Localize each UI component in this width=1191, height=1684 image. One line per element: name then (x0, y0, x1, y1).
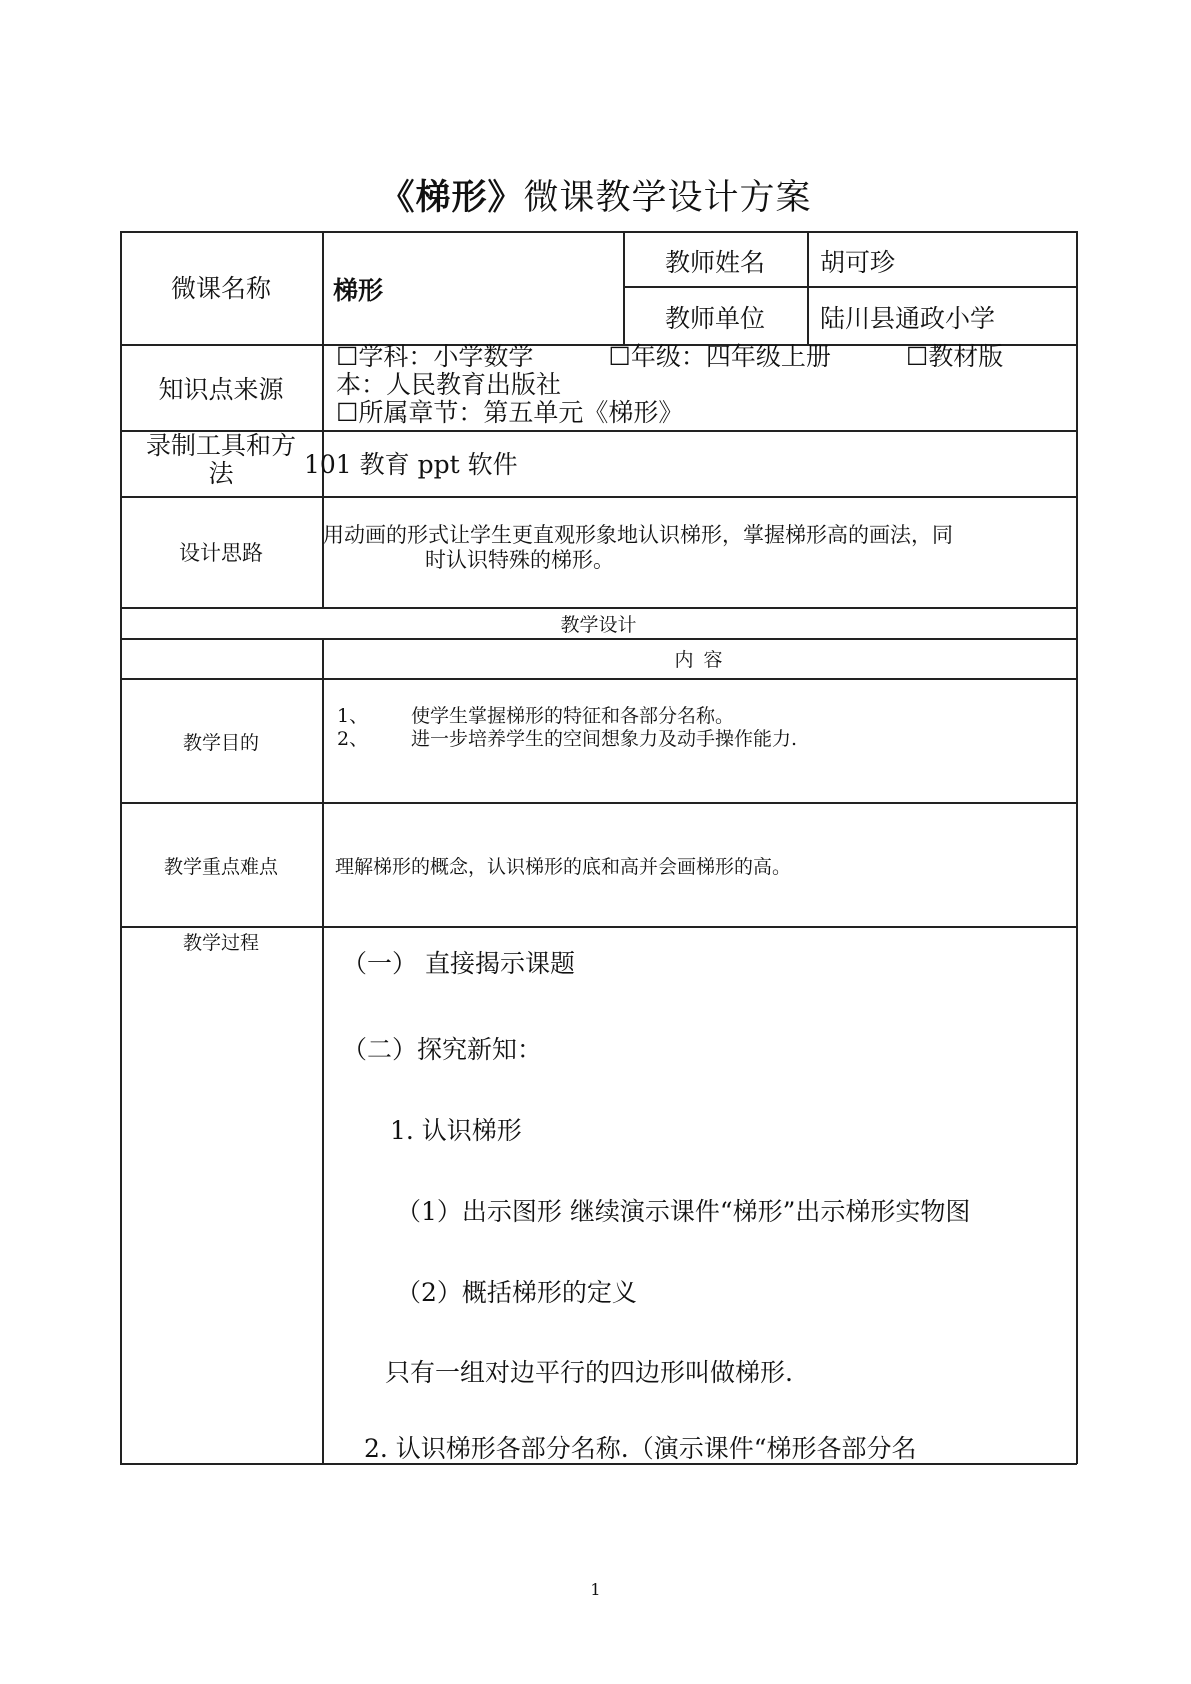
process-step-6: 只有一组对边平行的四边形叫做梯形. (385, 1358, 793, 1387)
knowledge-source-line: 本：人民教育出版社 (336, 370, 562, 399)
process-step-2: （二）探究新知： (342, 1035, 543, 1064)
table-rule (1076, 231, 1078, 1464)
knowledge-source-line: ☐学科：小学数学 ☐年级：四年级上册 ☐教材版 (336, 342, 1004, 371)
table-rule (120, 638, 1077, 640)
objective-number: 1、 (337, 705, 369, 727)
course-name-value: 梯形 (333, 276, 384, 305)
recording-tools-label-line: 录制工具和方 (145, 431, 296, 460)
design-idea-line: 用动画的形式让学生更直观形象地认识梯形，掌握梯形高的画法，同 (323, 523, 953, 547)
process-step-7: 2. 认识梯形各部分名称.（演示课件“梯形各部分名 (364, 1434, 917, 1463)
table-rule (120, 231, 1077, 233)
teaching-process-label: 教学过程 (182, 932, 259, 954)
table-rule (120, 231, 122, 1464)
teaching-objective-label: 教学目的 (182, 732, 259, 754)
recording-tools-value: 101 教育 ppt 软件 (304, 450, 518, 479)
table-rule (807, 231, 809, 344)
table-rule (120, 678, 1077, 680)
process-step-4: （1）出示图形 继续演示课件“梯形”出示梯形实物图 (396, 1197, 971, 1226)
process-step-3: 1. 认识梯形 (390, 1116, 522, 1145)
design-idea-label: 设计思路 (179, 541, 263, 565)
title-rest: 微课教学设计方案 (523, 178, 812, 218)
title-bold: 《梯形》 (379, 178, 524, 218)
lesson-plan-table (120, 231, 1077, 1464)
table-rule (120, 802, 1077, 804)
table-rule (120, 607, 1077, 609)
key-difficulty-value: 理解梯形的概念，认识梯形的底和高并会画梯形的高。 (335, 856, 792, 878)
content-header: 内 容 (674, 649, 725, 671)
knowledge-source-label: 知识点来源 (158, 375, 284, 404)
table-rule (322, 638, 324, 1464)
teacher-name-label: 教师姓名 (664, 248, 765, 277)
process-step-5: （2）概括梯形的定义 (396, 1278, 637, 1307)
knowledge-source-line: ☐所属章节：第五单元《梯形》 (336, 398, 684, 427)
recording-tools-label-line: 法 (208, 459, 234, 488)
document-title (0, 170, 1191, 220)
course-name-label: 微课名称 (170, 274, 271, 303)
teaching-objective-list (337, 705, 797, 751)
teaching-design-header: 教学设计 (560, 614, 637, 636)
design-idea-value (323, 523, 953, 573)
table-rule (623, 286, 1077, 288)
recording-tools-label (120, 432, 322, 488)
table-rule (120, 496, 1077, 498)
objective-text: 进一步培养学生的空间想象力及动手操作能力. (411, 728, 798, 750)
objective-item (337, 728, 797, 751)
objective-text: 使学生掌握梯形的特征和各部分名称。 (411, 705, 735, 727)
page-number: 1 (590, 1580, 601, 1599)
knowledge-source-value (336, 343, 1003, 427)
objective-number: 2、 (337, 728, 369, 750)
process-step-1: （一） 直接揭示课题 (342, 949, 575, 978)
teacher-unit-label: 教师单位 (664, 304, 765, 333)
key-difficulty-label: 教学重点难点 (163, 856, 278, 878)
teacher-name-value: 胡可珍 (820, 248, 896, 277)
objective-item (337, 705, 797, 728)
teacher-unit-value: 陆川县通政小学 (820, 304, 996, 333)
design-idea-line: 时认识特殊的梯形。 (425, 548, 614, 572)
